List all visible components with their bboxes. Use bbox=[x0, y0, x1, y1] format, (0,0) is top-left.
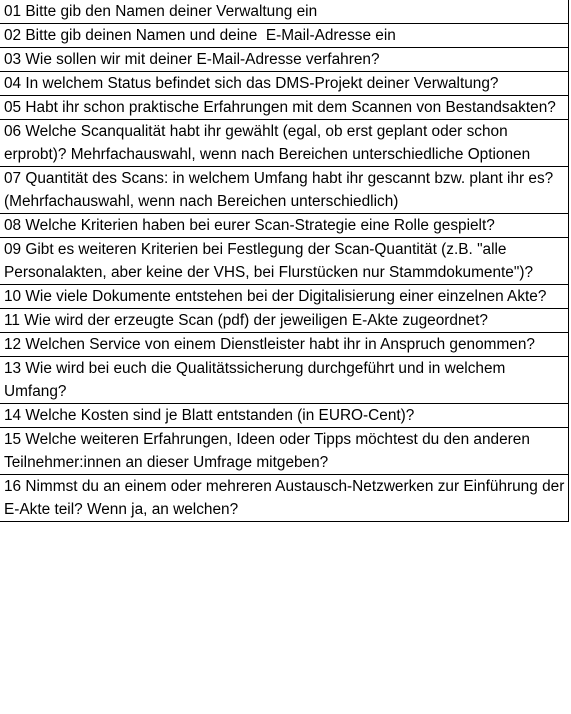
table-row bbox=[0, 72, 568, 96]
question-cell-13[interactable]: 13 Wie wird bei euch die Qualitätssicherung durchgeführt und in welchem Umfang? bbox=[0, 357, 568, 404]
question-cell-06[interactable]: 06 Welche Scanqualität habt ihr gewählt (egal, ob erst geplant oder schon erprobt)? Mehrfachauswahl, wenn nach Bereichen unterschiedliche Optionen bbox=[0, 120, 568, 167]
table-row bbox=[0, 120, 568, 167]
table-row bbox=[0, 357, 568, 404]
question-cell-07[interactable]: 07 Quantität des Scans: in welchem Umfang habt ihr gescannt bzw. plant ihr es? (Mehrfachauswahl, wenn nach Bereichen unterschiedlich) bbox=[0, 167, 568, 214]
question-cell-08[interactable]: 08 Welche Kriterien haben bei eurer Scan-Strategie eine Rolle gespielt? bbox=[0, 214, 568, 238]
table-row bbox=[0, 428, 568, 475]
table-row bbox=[0, 48, 568, 72]
question-cell-16[interactable]: 16 Nimmst du an einem oder mehreren Austausch-Netzwerken zur Einführung der E-Akte teil? Wenn ja, an welchen? bbox=[0, 475, 568, 522]
question-cell-12[interactable]: 12 Welchen Service von einem Dienstleister habt ihr in Anspruch genommen? bbox=[0, 333, 568, 357]
table-row bbox=[0, 238, 568, 285]
table-row bbox=[0, 96, 568, 120]
question-cell-01[interactable]: 01 Bitte gib den Namen deiner Verwaltung ein bbox=[0, 0, 568, 24]
table-row bbox=[0, 475, 568, 522]
question-cell-11[interactable]: 11 Wie wird der erzeugte Scan (pdf) der jeweiligen E-Akte zugeordnet? bbox=[0, 309, 568, 333]
question-cell-05[interactable]: 05 Habt ihr schon praktische Erfahrungen mit dem Scannen von Bestandsakten? bbox=[0, 96, 568, 120]
question-cell-04[interactable]: 04 In welchem Status befindet sich das DMS-Projekt deiner Verwaltung? bbox=[0, 72, 568, 96]
table-row bbox=[0, 285, 568, 309]
table-row bbox=[0, 0, 568, 24]
question-cell-15[interactable]: 15 Welche weiteren Erfahrungen, Ideen oder Tipps möchtest du den anderen Teilnehmer:innen an dieser Umfrage mitgeben? bbox=[0, 428, 568, 475]
table-row bbox=[0, 24, 568, 48]
question-cell-02[interactable]: 02 Bitte gib deinen Namen und deine E-Mail-Adresse ein bbox=[0, 24, 568, 48]
table-row bbox=[0, 214, 568, 238]
question-cell-10[interactable]: 10 Wie viele Dokumente entstehen bei der Digitalisierung einer einzelnen Akte? bbox=[0, 285, 568, 309]
question-cell-14[interactable]: 14 Welche Kosten sind je Blatt entstanden (in EURO-Cent)? bbox=[0, 404, 568, 428]
table-row bbox=[0, 167, 568, 214]
question-cell-09[interactable]: 09 Gibt es weiteren Kriterien bei Festlegung der Scan-Quantität (z.B. "alle Personalakten, aber keine der VHS, bei Flurstücken nur Stammdokumente")? bbox=[0, 238, 568, 285]
table-row bbox=[0, 309, 568, 333]
table-row bbox=[0, 404, 568, 428]
question-cell-03[interactable]: 03 Wie sollen wir mit deiner E-Mail-Adresse verfahren? bbox=[0, 48, 568, 72]
table-row bbox=[0, 333, 568, 357]
